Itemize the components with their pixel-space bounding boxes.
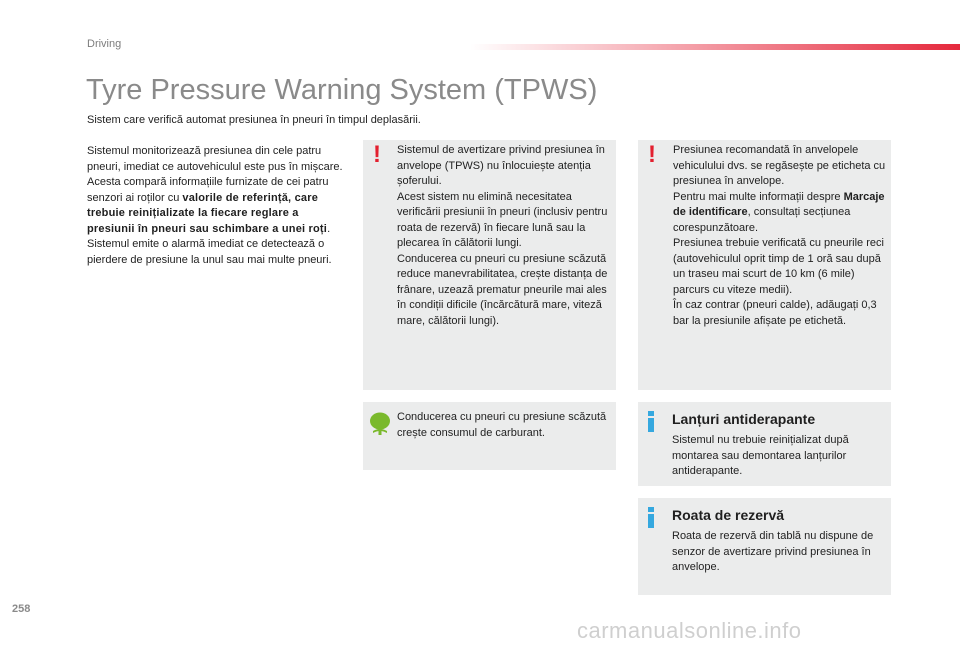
description-paragraph: Sistemul monitorizează presiunea din cele patru pneuri, imediat ce autovehiculul este pus în mișcare.	[87, 145, 343, 173]
header-accent-bar	[470, 44, 960, 50]
description-paragraph: Sistemul emite o alarmă imediat ce detectează o pierdere de presiune la unul sau mai multe pneuri.	[87, 238, 332, 266]
eco-leaf-icon	[369, 412, 391, 441]
warning-paragraph: Pentru mai multe informații despre Marcaje de identificare, consultați secțiunea corespunzătoare.	[673, 190, 885, 234]
warning-icon: !	[648, 141, 656, 168]
watermark: carmanualsonline.info	[577, 618, 802, 643]
page-number: 258	[12, 603, 31, 615]
info-box-snow-chains	[638, 402, 891, 486]
info-text: Roata de rezervă din tablă nu dispune de senzor de avertizare privind presiunea în anvelope.	[672, 530, 874, 573]
info-icon	[648, 507, 654, 528]
warning-paragraph: Acest sistem nu elimină necesitatea verificării presiunii în pneuri (inclusiv pentru roata de rezervă) în fiecare lună sau la plecarea în călătorii lungi.	[397, 190, 608, 249]
description-column	[87, 144, 347, 268]
page-title: Tyre Pressure Warning System (TPWS)	[86, 74, 598, 106]
reference-values-emphasis: valorile de referință, care trebuie reinițializate la fiecare reglare a presiunii în pneuri sau schimbare a unei roți	[87, 191, 328, 235]
warning-box-recommended-pressure	[638, 140, 891, 390]
identification-markings-link-text: Marcaje de identificare	[673, 190, 885, 218]
warning-box-driver-attention	[363, 140, 616, 390]
section-label: Driving	[87, 38, 122, 50]
intro-text: Sistem care verifică automat presiunea în pneuri în timpul deplasării.	[87, 114, 421, 126]
info-heading: Roata de rezervă	[672, 507, 785, 523]
info-box-spare-wheel	[638, 498, 891, 595]
info-icon	[648, 411, 654, 432]
info-heading: Lanțuri antiderapante	[672, 411, 816, 427]
warning-paragraph: Conducerea cu pneuri cu presiune scăzută reduce manevrabilitatea, crește distanța de frânare, uzează prematur pneurile mai ales în condiții dificile (încărcătură mare, viteză mare, călătorii lungi).	[397, 252, 608, 327]
eco-text: Conducerea cu pneuri cu presiune scăzută crește consumul de carburant.	[397, 411, 607, 439]
warning-paragraph: Presiunea recomandată în anvelopele vehiculului dvs. se regăsește pe eticheta cu presiunea în anvelope.	[673, 144, 886, 187]
warning-paragraph: În caz contrar (pneuri calde), adăugați 0,3 bar la presiunile afișate pe etichetă.	[673, 299, 877, 327]
description-paragraph: Acesta compară informațiile furnizate de cei patru senzori ai roților cu valorile de referință, care trebuie reinițializate la fiecare reglare a presiunii în pneuri sau schimbare a unei roți.	[87, 176, 331, 235]
eco-box	[363, 402, 616, 470]
warning-paragraph: Presiunea trebuie verificată cu pneurile reci (autovehiculul oprit timp de 1 oră sau după un traseu mai scurt de 10 km (6 mile) parcurs cu viteze medii).	[673, 237, 884, 296]
warning-paragraph: Sistemul de avertizare privind presiunea în anvelope (TPWS) nu înlocuiește atenția șoferului.	[397, 144, 605, 187]
info-text: Sistemul nu trebuie reinițializat după montarea sau demontarea lanțurilor antiderapante.	[672, 434, 849, 477]
warning-icon: !	[373, 141, 381, 168]
